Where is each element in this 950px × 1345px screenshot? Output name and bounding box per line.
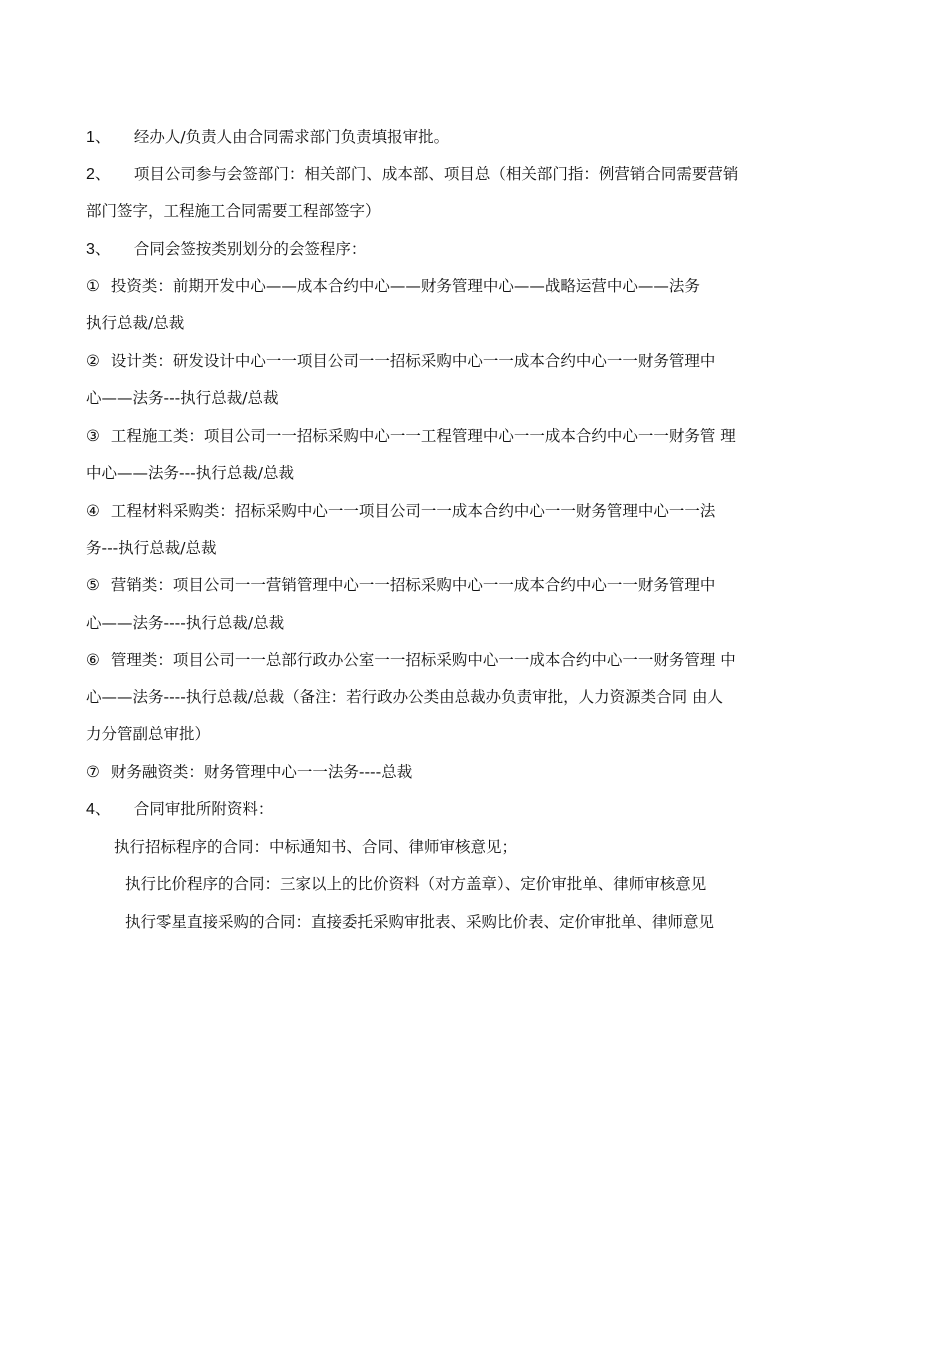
- item-3-number: 3、: [86, 241, 111, 258]
- category-1-marker: ①: [86, 277, 100, 295]
- category-5-line-2: 心——法务----执行总裁/总裁: [86, 614, 285, 632]
- item-1-number: 1、: [86, 129, 111, 146]
- attachment-3: 执行零星直接采购的合同：直接委托采购审批表、采购比价表、定价审批单、律师意见: [125, 913, 715, 931]
- item-3: [86, 239, 366, 259]
- category-7: [86, 762, 412, 782]
- item-4-text: 合同审批所附资料：: [133, 800, 274, 818]
- category-5-line-1: 营销类：项目公司一一营销管理中心一一招标采购中心一一成本合约中心一一财务管理中: [110, 576, 716, 594]
- category-1-line-1: 投资类：前期开发中心——成本合约中心——财务管理中心——战略运营中心——法务: [110, 277, 700, 295]
- item-1: [86, 127, 449, 147]
- category-2-line-2: 心——法务---执行总裁/总裁: [86, 389, 279, 407]
- item-2-line-2: 部门签字，工程施工合同需要工程部签字）: [86, 202, 381, 220]
- item-4: [86, 799, 273, 819]
- category-3: [86, 426, 736, 446]
- category-1-line-2: 执行总裁/总裁: [86, 314, 185, 332]
- category-6-line-3: 力分管副总审批）: [86, 725, 211, 743]
- category-3-marker: ③: [86, 427, 100, 445]
- category-6-line-1: 管理类：项目公司一一总部行政办公室一一招标采购中心一一成本合约中心一一财务管理 中: [110, 651, 736, 669]
- category-1: [86, 276, 700, 296]
- category-7-marker: ⑦: [86, 763, 100, 781]
- category-3-line-2: 中心——法务---执行总裁/总裁: [86, 464, 295, 482]
- item-4-number: 4、: [86, 801, 111, 818]
- category-4: [86, 501, 715, 521]
- category-4-line-2: 务---执行总裁/总裁: [86, 539, 217, 557]
- item-1-text: 经办人/负责人由合同需求部门负责填报审批。: [133, 128, 450, 146]
- category-2: [86, 351, 715, 371]
- category-5: [86, 575, 715, 595]
- item-2-line-1: 项目公司参与会签部门：相关部门、成本部、项目总（相关部门指：例营销合同需要营销: [133, 165, 739, 183]
- category-5-marker: ⑤: [86, 576, 100, 594]
- category-7-line-1: 财务融资类：财务管理中心一一法务----总裁: [110, 763, 413, 781]
- category-2-line-1: 设计类：研发设计中心一一项目公司一一招标采购中心一一成本合约中心一一财务管理中: [110, 352, 716, 370]
- item-3-text: 合同会签按类别划分的会签程序：: [133, 240, 367, 258]
- attachment-2: 执行比价程序的合同：三家以上的比价资料（对方盖章）、定价审批单、律师审核意见: [125, 875, 707, 893]
- item-2: [86, 164, 738, 184]
- category-6-marker: ⑥: [86, 651, 100, 669]
- category-4-marker: ④: [86, 502, 100, 520]
- item-2-number: 2、: [86, 166, 111, 183]
- category-3-line-1: 工程施工类：项目公司一一招标采购中心一一工程管理中心一一成本合约中心一一财务管 理: [110, 427, 736, 445]
- category-4-line-1: 工程材料采购类：招标采购中心一一项目公司一一成本合约中心一一财务管理中心一一法: [110, 502, 716, 520]
- category-6-line-2: 心——法务----执行总裁/总裁（备注：若行政办公类由总裁办负责审批，人力资源类合同 由人: [86, 688, 724, 706]
- attachment-1: 执行招标程序的合同：中标通知书、合同、律师审核意见；: [114, 838, 518, 856]
- category-2-marker: ②: [86, 352, 100, 370]
- category-6: [86, 650, 736, 670]
